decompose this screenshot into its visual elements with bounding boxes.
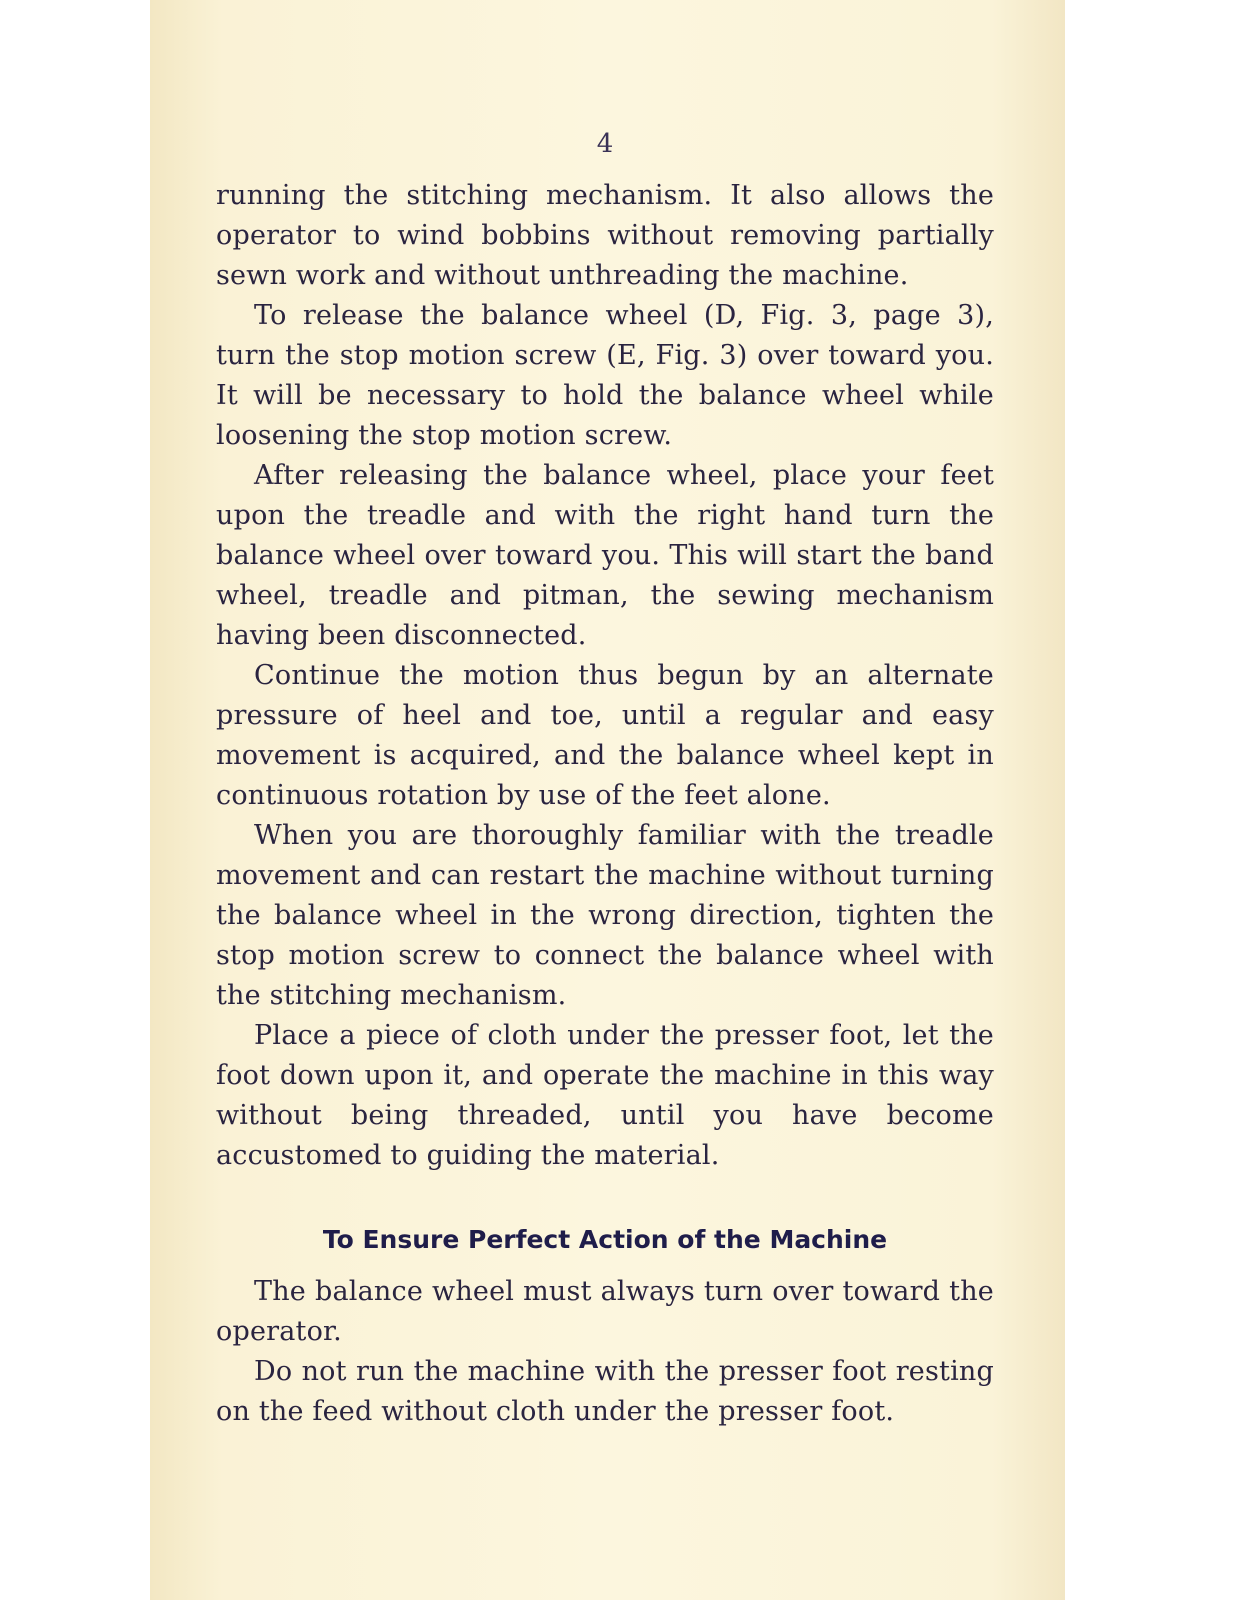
paragraph-practice-cloth: Place a piece of cloth under the presser foot, let the foot down upon it, and operate the machine in this way without being threaded, until you have become accustomed to guiding the material. [216, 1020, 994, 1171]
paragraph-continue-motion: Continue the motion thus begun by an alternate pressure of heel and toe, until a regular and easy movement is acquired, and the balance wheel kept in continuous rotation by use of the feet alone. [216, 660, 994, 811]
paragraph-treadle-start: After releasing the balance wheel, place your feet upon the treadle and with the right hand turn the balance wheel over toward you. This will start the band wheel, treadle and pitman, the sewing mechanism having been disconnected. [216, 460, 994, 651]
paragraph-presser-foot-warning: Do not run the machine with the presser foot resting on the feed without cloth under the presser foot. [216, 1356, 994, 1427]
paragraph-tighten-screw: When you are thoroughly familiar with the treadle movement and can restart the machine without turning the balance wheel in the wrong direction, tighten the stop motion screw to connect the balance wheel with the stitching mechanism. [216, 820, 994, 1011]
paragraph-wheel-direction: The balance wheel must always turn over toward the operator. [216, 1276, 994, 1347]
paragraph-continuation: running the stitching mechanism. It also allows the operator to wind bobbins without removing partially sewn work and without unthreading the machine. [216, 180, 994, 291]
page-number: 4 [596, 129, 614, 159]
section-heading: To Ensure Perfect Action of the Machine [322, 1225, 888, 1254]
page-content [216, 126, 994, 1432]
paragraph-release-balance-wheel: To release the balance wheel (D, Fig. 3, page 3), turn the stop motion screw (E, Fig. 3) over toward you. It will be necessary to hold the balance wheel while loosening the stop motion screw. [216, 300, 994, 451]
